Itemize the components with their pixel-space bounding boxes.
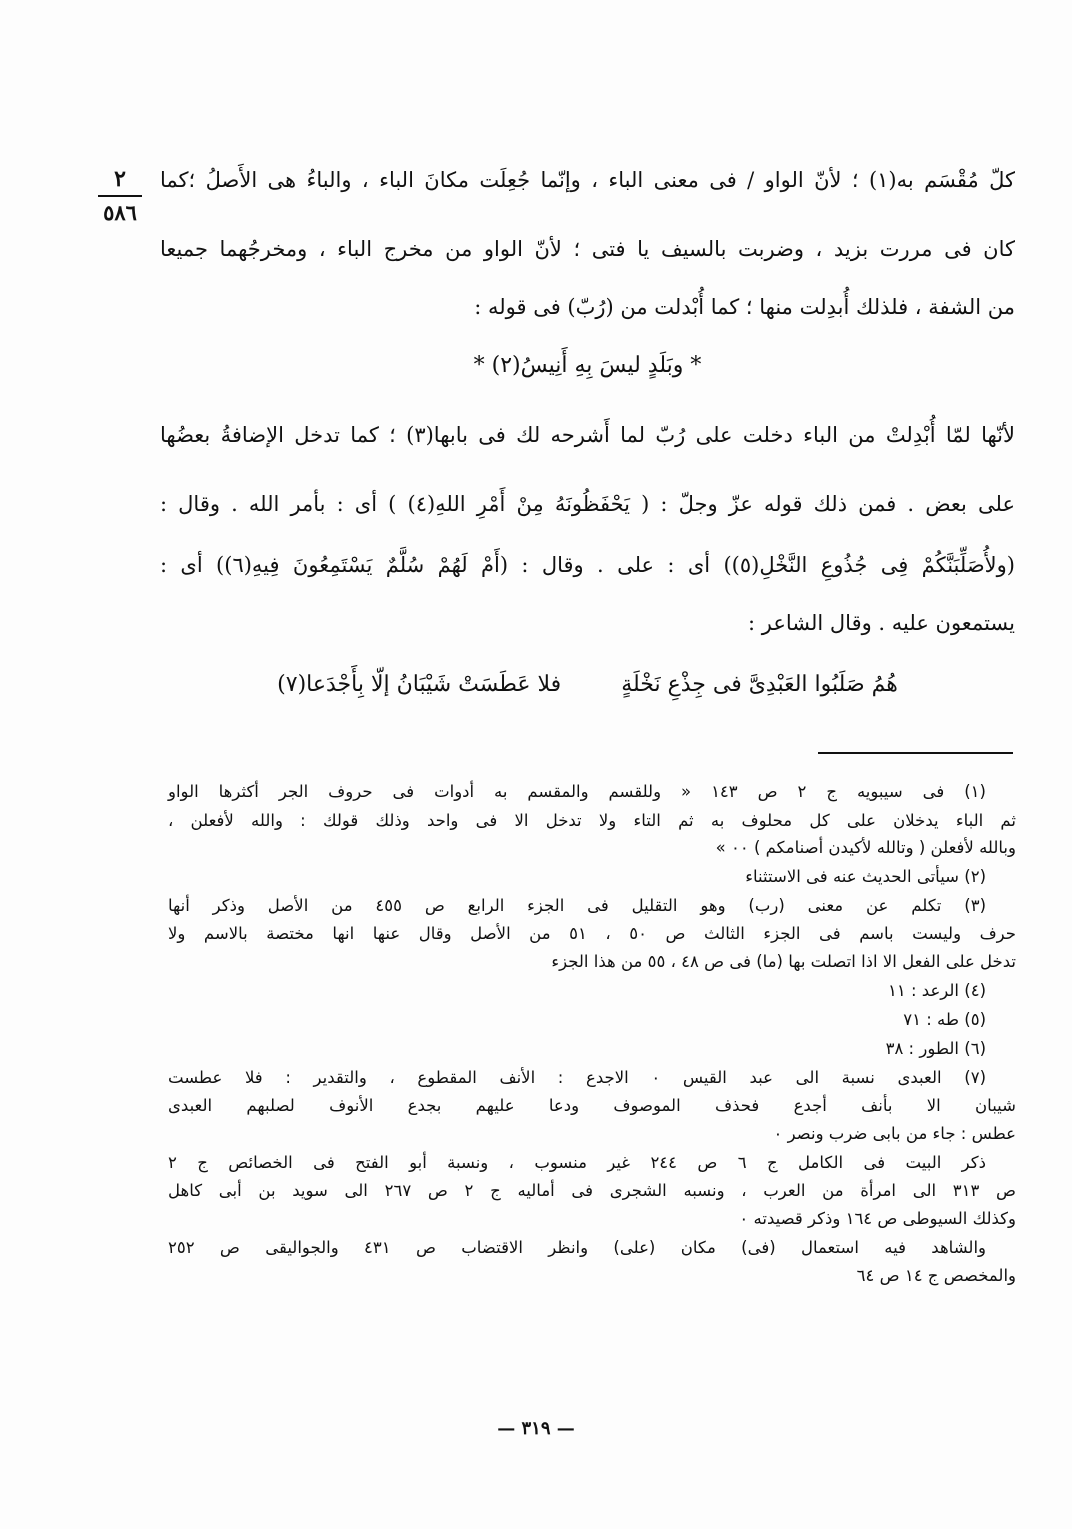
body-line-1: كلّ مُقْسَم به(١) ؛ لأنّ الواو / فى معنى الباء ، وإنّما جُعِلَت مكانَ الباء ، والباءُ هى الأَصلُ ؛كما	[160, 168, 1015, 192]
poem-verse	[160, 674, 1015, 696]
footnote-line: ثم الباء يدخلان على كل محلوف به ثم التاء ولا تدخل الا فى واحد وذلك قولك : والله لأفعلن ،	[168, 811, 1016, 830]
footnote-line: (١) فى سيبويه ج ٢ ص ١٤٣ « وللقسم والمقسم به أدوات فى حروف الجر أكثرها الواو	[168, 782, 986, 801]
footnote-line: والمخصص ج ١٤ ص ٦٤	[856, 1266, 1016, 1285]
footnote-line: وكذلك السيوطى ص ١٦٤ وذكر قصيدته ٠	[739, 1209, 1016, 1228]
footnote-line: عطس : جاء من بابى ضرب ونصر ٠	[773, 1124, 1016, 1143]
poem-hemistich-second: فلا عَطَسَتْ شَيْبَانُ إلّا بِأَجْدَعا(٧)	[277, 672, 562, 697]
main-text-block	[160, 150, 1015, 696]
margin-original-page-number: ٥٨٦	[103, 200, 137, 225]
footnote-separator	[818, 752, 1013, 754]
body-line-6: (ولأُصَلِّبَنَّكُمْ فِى جُذُوعِ النَّخْلِ(٥)) أى : على . وقال : (أَمْ لَهُمْ سُلَّمٌ يَسْتَمِعُونَ فِيهِ(٦)) أى :	[160, 553, 1015, 577]
body-line-7: يستمعون عليه . وقال الشاعر :	[748, 611, 1015, 635]
body-line-3: من الشفة ، فلذلك أُبدِلت منها ؛ كما أُبْدلت من (رُبّ) فى قوله :	[474, 295, 1015, 319]
page-number: — ٣١٩ —	[497, 1418, 575, 1439]
poem-hemistich-first: هُمُ صَلَبُوا العَبْدِىَّ فى جِذْعِ نَخْلَةٍ	[621, 672, 898, 697]
margin-volume-number: ٢	[98, 168, 142, 197]
footnote-line: تدخل على الفعل الا اذا اتصلت بها (ما) فى ص ٤٨ ، ٥٥ من هذا الجزء	[551, 952, 1016, 971]
body-line-2: كان فى مررت بزيد ، وضربت بالسيف يا فتى ؛ لأنّ الواو من مخرج الباء ، ومخرجُهما جميعا	[160, 237, 1015, 261]
margin-page-reference	[98, 168, 142, 223]
footnote-line: وبالله لأفعلن ( وتالله لأكيدن أصنامكم ) ٠٠ »	[715, 838, 1016, 857]
footnote-line: حرف وليست باسم فى الجزء الثالث ص ٥٠ ، ٥١ من الأصل وقال عنها انها مختصة بالاسم ولا	[168, 924, 1016, 943]
footnote-line: (٤) الرعد : ١١	[888, 981, 986, 1000]
verse-quote: * وبَلَدٍ ليسَ بِهِ أَنِيسُ(٢) *	[473, 353, 702, 378]
footnote-line: (٣) تكلم عن معنى (رب) وهو التقليل فى الجزء الرابع ص ٤٥٥ من الأصل وذكر أنها	[168, 896, 986, 915]
footnote-line: ذكر البيت فى الكامل ج ٦ ص ٢٤٤ غير منسوب ، ونسبة أبو الفتح فى الخصائص ج ٢	[168, 1153, 986, 1172]
body-line-4: لأنّها لمّا أُبْدِلتْ من الباء دخلت على رُبّ لما أَشرحه لك فى بابها(٣) ؛ كما تدخل الإضافةُ بعضُها	[160, 423, 1015, 447]
body-line-5: على بعض . فمن ذلك قوله عزّ وجلّ : ( يَحْفَظُونَهُ مِنْ أَمْرِ اللهِ(٤) ) أى : بأمر الله . وقال :	[160, 492, 1015, 516]
footnote-line: ص ٣١٣ الى امرأة من العرب ، ونسبه الشجرى فى أماليه ج ٢ ص ٢٦٧ الى سويد بن أبى كاهل	[168, 1181, 1016, 1200]
footnote-line: والشاهد فيه استعمال (فى) مكان (على) وانظر الاقتضاب ص ٤٣١ والجواليقى ص ٢٥٢	[168, 1238, 986, 1257]
footnote-line: (٦) الطور : ٣٨	[885, 1039, 986, 1058]
footnote-line: (٥) طه : ٧١	[903, 1010, 986, 1029]
footnotes-block	[168, 778, 1016, 1285]
footnote-line: (٢) سيأتى الحديث عنه فى الاستثناء	[745, 867, 986, 886]
footnote-line: (٧) العبدى نسبة الى عبد القيس ٠ الاجدع : الأنف المقطوع ، والتقدير : فلا عطست	[168, 1068, 986, 1087]
footnote-line: شيبان الا بأنف أجدع فحذف الموصوف ودعا عليهم بجدع الأنوف لصلبهم العبدى	[168, 1096, 1016, 1115]
